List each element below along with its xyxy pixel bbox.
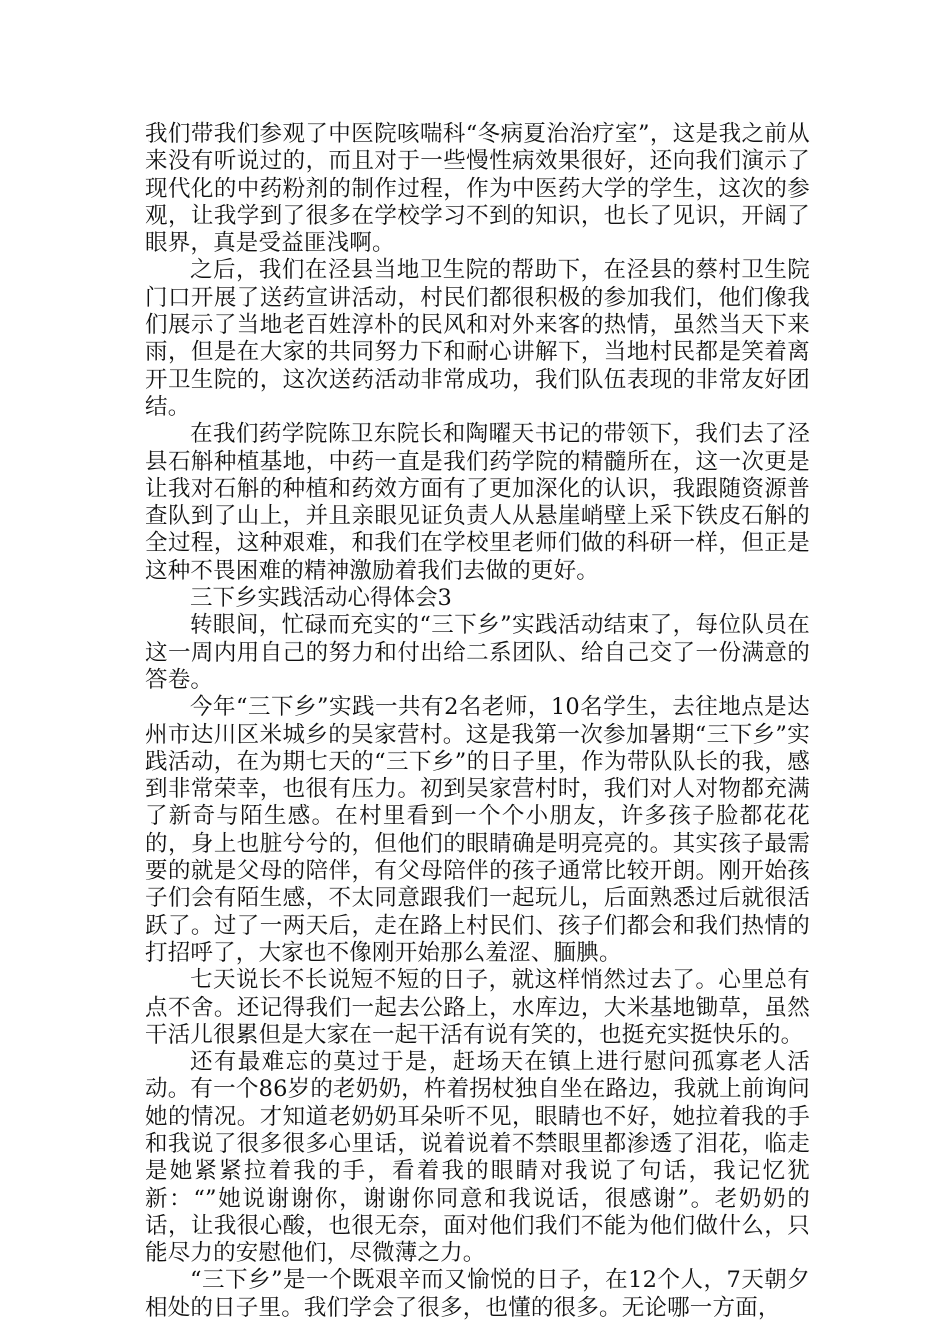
- paragraph-6: 七天说长不长说短不短的日子，就这样悄然过去了。心里总有点不舍。还记得我们一起去公路上，水库边，大米基地锄草，虽然干活儿很累但是大家在一起干活有说有笑的，也挺充实挺快乐的。: [145, 967, 810, 1048]
- paragraph-7: 还有最难忘的莫过于是，赶场天在镇上进行慰问孤寡老人活动。有一个86岁的老奶奶，杵着拐杖独自坐在路边，我就上前询问她的情况。才知道老奶奶耳朵听不见，眼睛也不好，她拉着我的手和我说了很多很多心里话，说着说着不禁眼里都渗透了泪花，临走是她紧紧拉着我的手，看着我的眼睛对我说了句话，我记忆犹新：“”她说谢谢你，谢谢你同意和我说话，很感谢”。老奶奶的话，让我很心酸，也很无奈，面对他们我们不能为他们做什么，只能尽力的安慰他们，尽微薄之力。: [145, 1049, 810, 1267]
- document-page: [145, 121, 810, 1322]
- paragraph-3: 在我们药学院陈卫东院长和陶曜天书记的带领下，我们去了泾县石斛种植基地，中药一直是我们药学院的精髓所在，这一次更是让我对石斛的种植和药效方面有了更加深化的认识，我跟随资源普查队到了山上，并且亲眼见证负责人从悬崖峭壁上采下铁皮石斛的全过程，这种艰难，和我们在学校里老师们做的科研一样，但正是这种不畏困难的精神激励着我们去做的更好。: [145, 421, 810, 584]
- paragraph-4: 转眼间，忙碌而充实的“三下乡”实践活动结束了，每位队员在这一周内用自己的努力和付出给二系团队、给自己交了一份满意的答卷。: [145, 612, 810, 693]
- section-heading: 三下乡实践活动心得体会3: [190, 585, 452, 612]
- paragraph-1: 我们带我们参观了中医院咳喘科“冬病夏治治疗室”，这是我之前从来没有听说过的，而且对于一些慢性病效果很好，还向我们演示了现代化的中药粉剂的制作过程，作为中医药大学的学生，这次的参观，让我学到了很多在学校学习不到的知识，也长了见识，开阔了眼界，真是受益匪浅啊。: [145, 121, 810, 257]
- paragraph-8: “三下乡”是一个既艰辛而又愉悦的日子，在12个人，7天朝夕相处的日子里。我们学会了很多，也懂的很多。无论哪一方面，: [145, 1267, 810, 1321]
- paragraph-2: 之后，我们在泾县当地卫生院的帮助下，在泾县的蔡村卫生院门口开展了送药宣讲活动，村民们都很积极的参加我们，他们像我们展示了当地老百姓淳朴的民风和对外来客的热情，虽然当天下来雨，但是在大家的共同努力下和耐心讲解下，当地村民都是笑着离开卫生院的，这次送药活动非常成功，我们队伍表现的非常友好团结。: [145, 257, 810, 420]
- paragraph-5: 今年“三下乡”实践一共有2名老师，10名学生，去往地点是达州市达川区米城乡的吴家营村。这是我第一次参加暑期“三下乡”实践活动，在为期七天的“三下乡”的日子里，作为带队队长的我，感到非常荣幸，也很有压力。初到吴家营村时，我们对人对物都充满了新奇与陌生感。在村里看到一个个小朋友，许多孩子脸都花花的，身上也脏兮兮的，但他们的眼睛确是明亮亮的。其实孩子最需要的就是父母的陪伴，有父母陪伴的孩子通常比较开朗。刚开始孩子们会有陌生感，不太同意跟我们一起玩儿，后面熟悉过后就很活跃了。过了一两天后，走在路上村民们、孩子们都会和我们热情的打招呼了，大家也不像刚开始那么羞涩、腼腆。: [145, 694, 810, 966]
